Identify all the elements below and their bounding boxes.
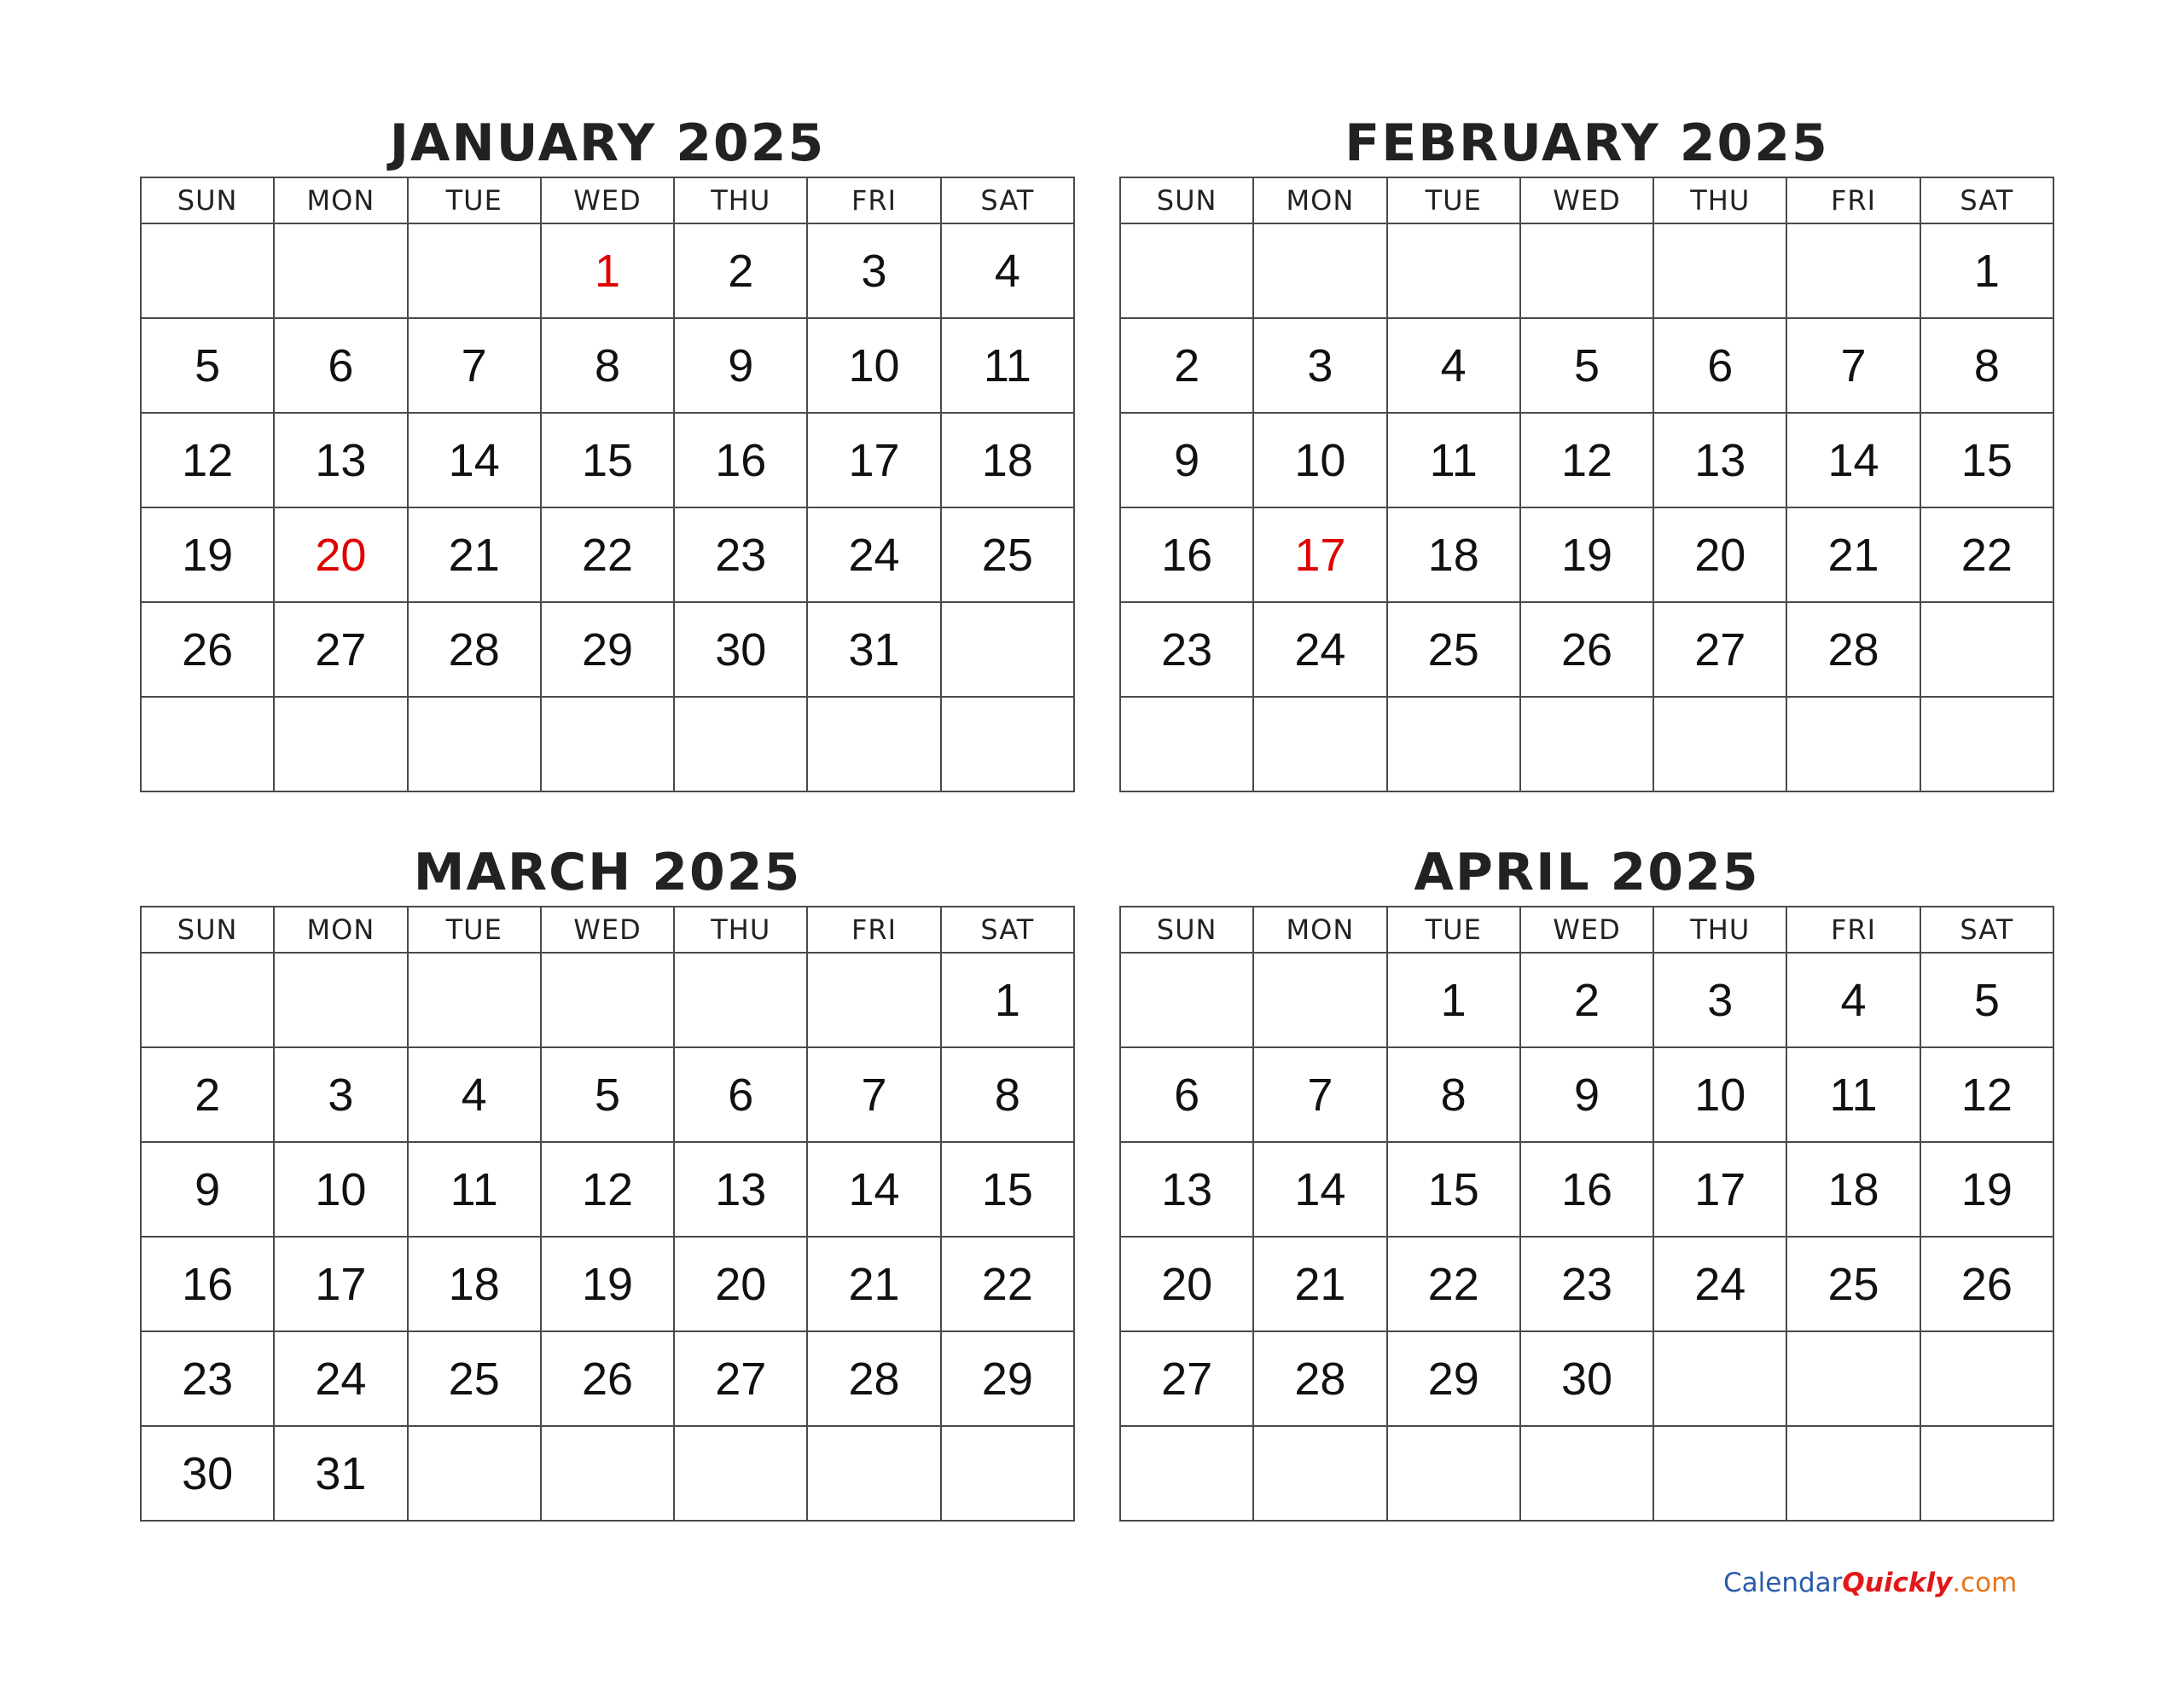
day-cell: 1 <box>1920 223 2053 318</box>
day-cell: 10 <box>1253 413 1386 507</box>
day-cell: 25 <box>941 507 1074 602</box>
day-cell: 8 <box>1920 318 2053 413</box>
empty-day-cell <box>1253 1426 1386 1521</box>
day-cell: 29 <box>941 1331 1074 1426</box>
brand-text-quickly: Quickly <box>1842 1568 1953 1598</box>
empty-day-cell <box>674 953 807 1047</box>
day-cell: 13 <box>1120 1142 1253 1237</box>
day-cell: 11 <box>1387 413 1520 507</box>
empty-day-cell <box>1653 1331 1786 1426</box>
weekday-header-thu: THU <box>1653 177 1786 223</box>
weekday-header-row <box>1120 177 2053 223</box>
weekday-header-sun: SUN <box>141 177 274 223</box>
day-cell: 27 <box>1653 602 1786 697</box>
day-cell: 11 <box>1786 1047 1920 1142</box>
day-cell: 2 <box>1520 953 1653 1047</box>
empty-day-cell <box>141 953 274 1047</box>
weekday-header-fri: FRI <box>1786 177 1920 223</box>
day-cell: 9 <box>141 1142 274 1237</box>
month-title: APRIL 2025 <box>1414 843 1760 902</box>
day-cell: 6 <box>1653 318 1786 413</box>
week-row <box>1120 953 2053 1047</box>
day-cell: 20 <box>1653 507 1786 602</box>
day-cell: 24 <box>807 507 940 602</box>
week-row <box>141 1331 1074 1426</box>
day-cell: 11 <box>941 318 1074 413</box>
day-cell: 15 <box>941 1142 1074 1237</box>
day-cell: 20 <box>674 1237 807 1331</box>
day-cell: 17 <box>1653 1142 1786 1237</box>
day-cell: 17 <box>1253 507 1386 602</box>
empty-day-cell <box>1387 223 1520 318</box>
weekday-header-row <box>1120 907 2053 953</box>
empty-day-cell <box>1387 1426 1520 1521</box>
day-cell: 30 <box>141 1426 274 1521</box>
calendar-grid <box>1119 177 2054 792</box>
day-cell: 18 <box>1786 1142 1920 1237</box>
day-cell: 20 <box>274 507 407 602</box>
day-cell: 22 <box>1920 507 2053 602</box>
day-cell: 29 <box>541 602 674 697</box>
day-cell: 9 <box>674 318 807 413</box>
week-row <box>1120 1331 2053 1426</box>
day-cell: 7 <box>1786 318 1920 413</box>
month-title: JANUARY 2025 <box>389 113 826 173</box>
weekday-header-thu: THU <box>1653 907 1786 953</box>
day-cell: 31 <box>807 602 940 697</box>
day-cell: 21 <box>1253 1237 1386 1331</box>
day-cell: 15 <box>1920 413 2053 507</box>
day-cell: 4 <box>1786 953 1920 1047</box>
day-cell: 2 <box>141 1047 274 1142</box>
weekday-header-mon: MON <box>1253 907 1386 953</box>
day-cell: 19 <box>541 1237 674 1331</box>
day-cell: 21 <box>807 1237 940 1331</box>
day-cell: 19 <box>1920 1142 2053 1237</box>
weekday-header-wed: WED <box>1520 177 1653 223</box>
weekday-header-wed: WED <box>541 907 674 953</box>
weekday-header-sat: SAT <box>941 177 1074 223</box>
empty-day-cell <box>1653 1426 1786 1521</box>
day-cell: 5 <box>1520 318 1653 413</box>
day-cell: 4 <box>1387 318 1520 413</box>
day-cell: 21 <box>408 507 541 602</box>
day-cell: 23 <box>1520 1237 1653 1331</box>
empty-day-cell <box>141 223 274 318</box>
day-cell: 28 <box>1253 1331 1386 1426</box>
empty-day-cell <box>941 1426 1074 1521</box>
day-cell: 16 <box>1120 507 1253 602</box>
day-cell: 22 <box>941 1237 1074 1331</box>
day-cell: 14 <box>807 1142 940 1237</box>
week-row <box>141 1426 1074 1521</box>
day-cell: 24 <box>1653 1237 1786 1331</box>
day-cell: 23 <box>674 507 807 602</box>
weekday-header-mon: MON <box>1253 177 1386 223</box>
day-cell: 3 <box>1653 953 1786 1047</box>
empty-day-cell <box>807 1426 940 1521</box>
day-cell: 26 <box>1520 602 1653 697</box>
weekday-header-sun: SUN <box>141 907 274 953</box>
weekday-header-wed: WED <box>1520 907 1653 953</box>
day-cell: 7 <box>408 318 541 413</box>
empty-day-cell <box>408 223 541 318</box>
day-cell: 13 <box>674 1142 807 1237</box>
weekday-header-mon: MON <box>274 177 407 223</box>
empty-day-cell <box>408 1426 541 1521</box>
day-cell: 16 <box>141 1237 274 1331</box>
weekday-header-sun: SUN <box>1120 907 1253 953</box>
week-row <box>1120 697 2053 791</box>
calendar-grid <box>1119 906 2054 1522</box>
day-cell: 22 <box>541 507 674 602</box>
day-cell: 4 <box>941 223 1074 318</box>
empty-day-cell <box>1920 697 2053 791</box>
weekday-header-tue: TUE <box>408 907 541 953</box>
day-cell: 3 <box>807 223 940 318</box>
day-cell: 7 <box>1253 1047 1386 1142</box>
week-row <box>141 223 1074 318</box>
day-cell: 3 <box>274 1047 407 1142</box>
empty-day-cell <box>541 697 674 791</box>
day-cell: 27 <box>274 602 407 697</box>
empty-day-cell <box>274 953 407 1047</box>
empty-day-cell <box>1120 953 1253 1047</box>
week-row <box>141 953 1074 1047</box>
empty-day-cell <box>1253 953 1386 1047</box>
day-cell: 30 <box>674 602 807 697</box>
empty-day-cell <box>1653 697 1786 791</box>
empty-day-cell <box>1786 697 1920 791</box>
week-row <box>141 507 1074 602</box>
weekday-header-tue: TUE <box>1387 177 1520 223</box>
day-cell: 18 <box>408 1237 541 1331</box>
week-row <box>1120 1047 2053 1142</box>
day-cell: 30 <box>1520 1331 1653 1426</box>
day-cell: 27 <box>1120 1331 1253 1426</box>
empty-day-cell <box>274 697 407 791</box>
day-cell: 22 <box>1387 1237 1520 1331</box>
day-cell: 26 <box>141 602 274 697</box>
day-cell: 6 <box>1120 1047 1253 1142</box>
day-cell: 15 <box>541 413 674 507</box>
day-cell: 9 <box>1120 413 1253 507</box>
day-cell: 20 <box>1120 1237 1253 1331</box>
week-row <box>1120 318 2053 413</box>
empty-day-cell <box>408 953 541 1047</box>
empty-day-cell <box>941 697 1074 791</box>
weekday-header-wed: WED <box>541 177 674 223</box>
week-row <box>1120 1142 2053 1237</box>
week-row <box>141 413 1074 507</box>
day-cell: 14 <box>408 413 541 507</box>
day-cell: 25 <box>1786 1237 1920 1331</box>
day-cell: 21 <box>1786 507 1920 602</box>
weekday-header-tue: TUE <box>408 177 541 223</box>
empty-day-cell <box>807 697 940 791</box>
week-row <box>141 1142 1074 1237</box>
day-cell: 26 <box>541 1331 674 1426</box>
day-cell: 2 <box>674 223 807 318</box>
weekday-header-row <box>141 907 1074 953</box>
day-cell: 12 <box>541 1142 674 1237</box>
weekday-header-fri: FRI <box>807 907 940 953</box>
day-cell: 5 <box>1920 953 2053 1047</box>
empty-day-cell <box>1253 223 1386 318</box>
empty-day-cell <box>1920 1331 2053 1426</box>
weekday-header-tue: TUE <box>1387 907 1520 953</box>
week-row <box>1120 507 2053 602</box>
empty-day-cell <box>1786 1331 1920 1426</box>
day-cell: 28 <box>408 602 541 697</box>
brand-logo-link[interactable] <box>1723 1568 2017 1598</box>
calendar-grid <box>140 906 1075 1522</box>
calendar-grid <box>140 177 1075 792</box>
brand-text-domain: .com <box>1952 1568 2018 1598</box>
weekday-header-sat: SAT <box>1920 177 2053 223</box>
empty-day-cell <box>1120 1426 1253 1521</box>
empty-day-cell <box>408 697 541 791</box>
week-row <box>141 1237 1074 1331</box>
week-row <box>1120 223 2053 318</box>
weekday-header-mon: MON <box>274 907 407 953</box>
day-cell: 18 <box>1387 507 1520 602</box>
day-cell: 4 <box>408 1047 541 1142</box>
empty-day-cell <box>1520 223 1653 318</box>
day-cell: 9 <box>1520 1047 1653 1142</box>
day-cell: 27 <box>674 1331 807 1426</box>
week-row <box>141 697 1074 791</box>
empty-day-cell <box>1120 697 1253 791</box>
day-cell: 12 <box>1520 413 1653 507</box>
day-cell: 13 <box>274 413 407 507</box>
day-cell: 19 <box>1520 507 1653 602</box>
weekday-header-sat: SAT <box>1920 907 2053 953</box>
month-title: FEBRUARY 2025 <box>1345 113 1829 173</box>
empty-day-cell <box>807 953 940 1047</box>
weekday-header-thu: THU <box>674 907 807 953</box>
day-cell: 10 <box>274 1142 407 1237</box>
day-cell: 12 <box>141 413 274 507</box>
empty-day-cell <box>1520 697 1653 791</box>
day-cell: 2 <box>1120 318 1253 413</box>
empty-day-cell <box>1120 223 1253 318</box>
brand-text-calendar: Calendar <box>1723 1568 1843 1598</box>
day-cell: 10 <box>1653 1047 1786 1142</box>
day-cell: 15 <box>1387 1142 1520 1237</box>
day-cell: 1 <box>541 223 674 318</box>
day-cell: 14 <box>1253 1142 1386 1237</box>
day-cell: 8 <box>941 1047 1074 1142</box>
week-row <box>141 602 1074 697</box>
week-row <box>141 318 1074 413</box>
day-cell: 29 <box>1387 1331 1520 1426</box>
day-cell: 28 <box>807 1331 940 1426</box>
day-cell: 11 <box>408 1142 541 1237</box>
day-cell: 24 <box>274 1331 407 1426</box>
day-cell: 31 <box>274 1426 407 1521</box>
empty-day-cell <box>1653 223 1786 318</box>
empty-day-cell <box>541 1426 674 1521</box>
empty-day-cell <box>1786 223 1920 318</box>
week-row <box>1120 602 2053 697</box>
day-cell: 1 <box>941 953 1074 1047</box>
day-cell: 25 <box>408 1331 541 1426</box>
day-cell: 16 <box>674 413 807 507</box>
empty-day-cell <box>674 697 807 791</box>
empty-day-cell <box>1520 1426 1653 1521</box>
day-cell: 19 <box>141 507 274 602</box>
week-row <box>1120 1426 2053 1521</box>
weekday-header-sun: SUN <box>1120 177 1253 223</box>
weekday-header-sat: SAT <box>941 907 1074 953</box>
weekday-header-thu: THU <box>674 177 807 223</box>
day-cell: 24 <box>1253 602 1386 697</box>
empty-day-cell <box>1920 602 2053 697</box>
day-cell: 17 <box>274 1237 407 1331</box>
weekday-header-fri: FRI <box>1786 907 1920 953</box>
day-cell: 23 <box>1120 602 1253 697</box>
week-row <box>141 1047 1074 1142</box>
day-cell: 6 <box>674 1047 807 1142</box>
day-cell: 14 <box>1786 413 1920 507</box>
empty-day-cell <box>1387 697 1520 791</box>
empty-day-cell <box>1253 697 1386 791</box>
day-cell: 25 <box>1387 602 1520 697</box>
day-cell: 18 <box>941 413 1074 507</box>
day-cell: 10 <box>807 318 940 413</box>
day-cell: 6 <box>274 318 407 413</box>
day-cell: 8 <box>1387 1047 1520 1142</box>
day-cell: 8 <box>541 318 674 413</box>
day-cell: 5 <box>541 1047 674 1142</box>
empty-day-cell <box>274 223 407 318</box>
day-cell: 23 <box>141 1331 274 1426</box>
day-cell: 16 <box>1520 1142 1653 1237</box>
day-cell: 28 <box>1786 602 1920 697</box>
day-cell: 13 <box>1653 413 1786 507</box>
empty-day-cell <box>674 1426 807 1521</box>
week-row <box>1120 1237 2053 1331</box>
month-title: MARCH 2025 <box>413 843 802 902</box>
weekday-header-fri: FRI <box>807 177 940 223</box>
day-cell: 3 <box>1253 318 1386 413</box>
empty-day-cell <box>541 953 674 1047</box>
week-row <box>1120 413 2053 507</box>
day-cell: 5 <box>141 318 274 413</box>
empty-day-cell <box>1786 1426 1920 1521</box>
empty-day-cell <box>141 697 274 791</box>
empty-day-cell <box>1920 1426 2053 1521</box>
day-cell: 12 <box>1920 1047 2053 1142</box>
day-cell: 17 <box>807 413 940 507</box>
weekday-header-row <box>141 177 1074 223</box>
day-cell: 26 <box>1920 1237 2053 1331</box>
day-cell: 1 <box>1387 953 1520 1047</box>
day-cell: 7 <box>807 1047 940 1142</box>
empty-day-cell <box>941 602 1074 697</box>
